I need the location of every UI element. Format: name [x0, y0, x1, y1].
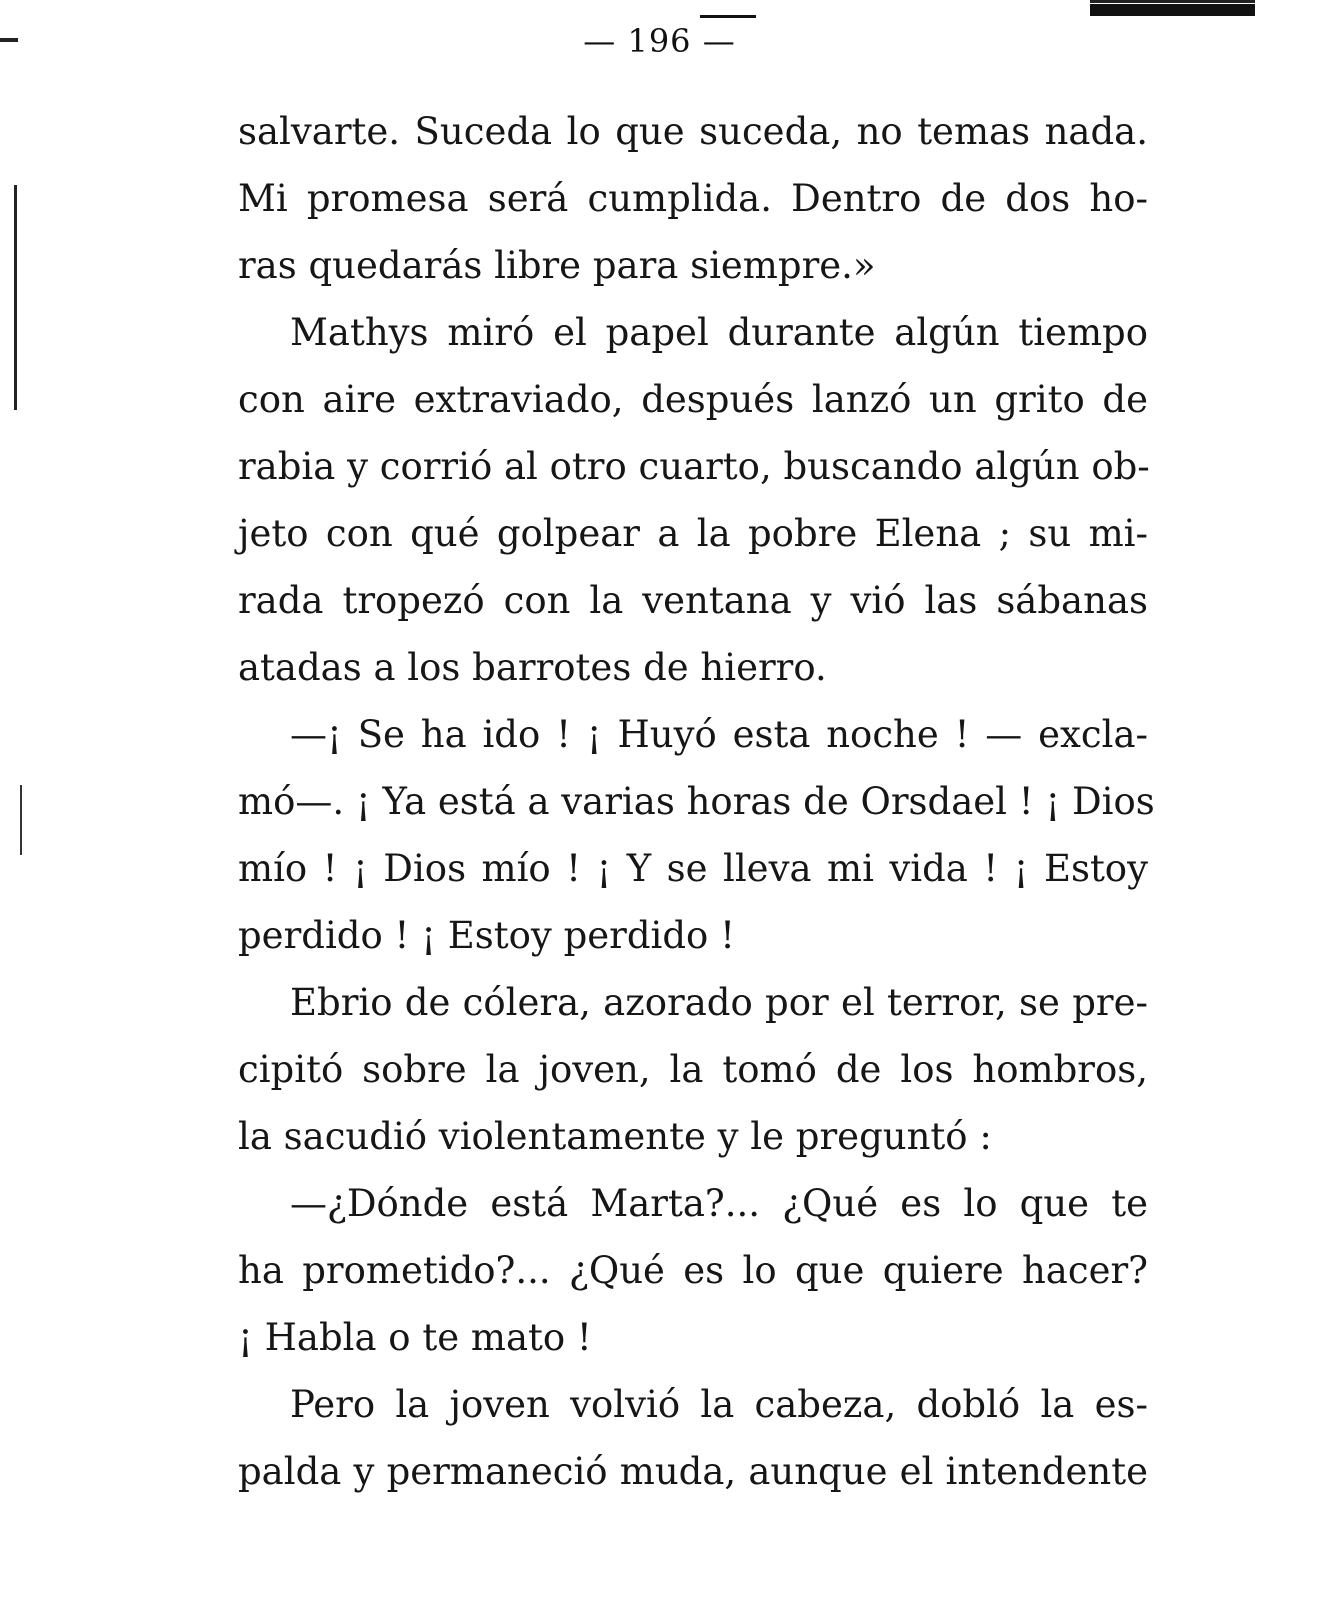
text-line: Ebrio de cólera, azorado por el terror, se pre- [290, 981, 1148, 1024]
scan-edge-mark [14, 185, 17, 410]
text-line: ras quedarás libre para siempre.» [238, 244, 876, 287]
scan-edge-mark [20, 785, 22, 855]
text-line: ¡ Habla o te mato ! [238, 1316, 592, 1359]
text-line: Mi promesa será cumplida. Dentro de dos ho- [238, 177, 1148, 220]
text-line: mó—. ¡ Ya está a varias horas de Orsdael ! ¡ Dios [238, 780, 1155, 823]
text-line: rabia y corrió al otro cuarto, buscando algún ob- [238, 445, 1150, 488]
text-line: la sacudió violentamente y le preguntó : [238, 1115, 992, 1158]
text-line: ha prometido?... ¿Qué es lo que quiere hacer? [238, 1249, 1148, 1292]
body-text [238, 98, 1155, 1505]
text-line: Pero la joven volvió la cabeza, dobló la es- [290, 1383, 1148, 1426]
text-line: cipitó sobre la joven, la tomó de los hombros, [238, 1048, 1148, 1091]
text-line: atadas a los barrotes de hierro. [238, 646, 827, 689]
folio-rule [700, 15, 756, 18]
text-line: —¡ Se ha ido ! ¡ Huyó esta noche ! — excla- [290, 713, 1148, 756]
text-line: —¿Dónde está Marta?... ¿Qué es lo que te [290, 1182, 1148, 1225]
text-line: jeto con qué golpear a la pobre Elena ; su mi- [238, 512, 1148, 555]
text-line: con aire extraviado, después lanzó un grito de [238, 378, 1148, 421]
text-line: perdido ! ¡ Estoy perdido ! [238, 914, 735, 957]
text-line: palda y permaneció muda, aunque el intendente [238, 1450, 1148, 1493]
text-line: salvarte. Suceda lo que suceda, no temas nada. [238, 110, 1148, 153]
page-number: — 196 — [583, 22, 736, 60]
scan-edge-mark [1090, 4, 1255, 16]
text-line: Mathys miró el papel durante algún tiempo [290, 311, 1148, 354]
text-line: rada tropezó con la ventana y vió las sábanas [238, 579, 1148, 622]
scan-edge-mark [1090, 0, 1255, 3]
text-line: mío ! ¡ Dios mío ! ¡ Y se lleva mi vida ! ¡ Estoy [238, 847, 1148, 890]
